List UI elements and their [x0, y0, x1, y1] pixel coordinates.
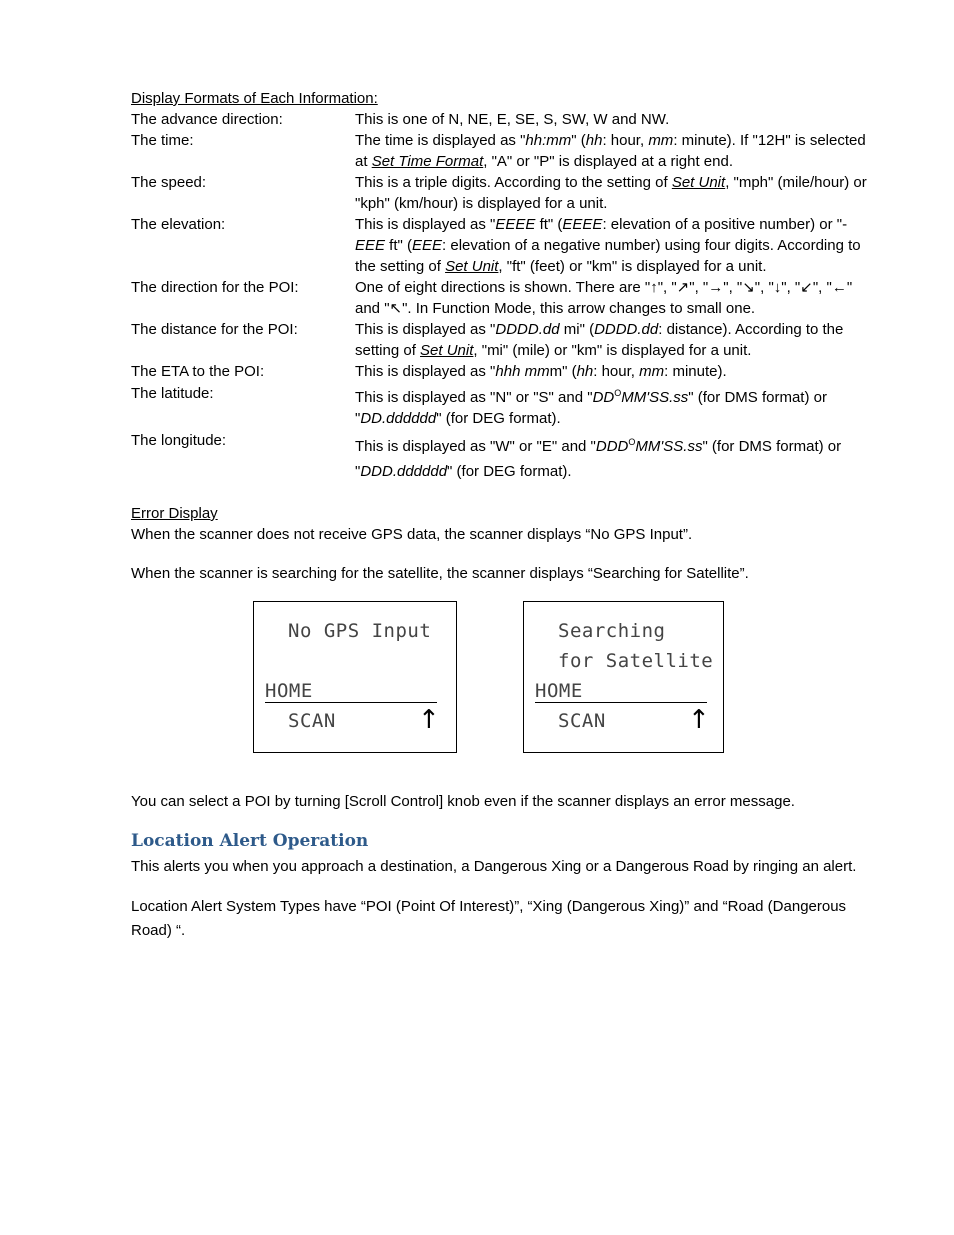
text-run: This is a triple digits. According to the setting of: [355, 174, 672, 191]
text-run: : elevation of a negative number) using four digits. According to the setting of: [355, 237, 861, 275]
lcd-divider: [535, 702, 707, 703]
formats-heading: Display Formats of Each Information:: [131, 90, 378, 107]
set-unit-link: Set Unit: [420, 342, 474, 359]
text-run: EEE: [412, 237, 443, 254]
text-run: " (: [571, 132, 586, 149]
row-description: [355, 172, 871, 214]
display-formats-table: [131, 109, 871, 484]
text-run: m" (: [549, 363, 577, 380]
text-run: EEE: [355, 237, 386, 254]
text-run: " (for DEG format).: [436, 410, 561, 427]
text-run: This is displayed as "W" or "E" and ": [355, 438, 596, 455]
text-run: " (for DEG format).: [447, 463, 572, 480]
lcd-examples: [131, 601, 871, 753]
text-run: : hour,: [602, 132, 649, 149]
row-label: The advance direction:: [131, 111, 283, 128]
row-time: [131, 130, 871, 172]
text-run: DDDD.dd: [594, 321, 659, 338]
lcd-line-home: HOME: [535, 680, 583, 702]
set-time-format-link: Set Time Format: [371, 153, 484, 170]
location-alert-paragraph-1: This alerts you when you approach a destination, a Dangerous Xing or a Dangerous Road by ringing an alert.: [131, 858, 857, 875]
text-run: , "mph" (mile/hour) or "kph" (km/hour) is displayed for a unit.: [355, 174, 867, 212]
row-description: [355, 319, 871, 361]
row-eta: [131, 361, 871, 382]
row-label: The longitude:: [131, 432, 227, 449]
text-run: MM'SS.ss: [621, 389, 689, 406]
row-description: [355, 214, 871, 277]
row-direction: [131, 277, 871, 319]
poi-note: You can select a POI by turning [Scroll Control] knob even if the scanner displays an error message.: [131, 793, 795, 810]
lcd-no-gps-input: [253, 601, 457, 753]
lcd-divider: [265, 702, 437, 703]
row-description: [355, 429, 871, 484]
error-paragraph-searching: When the scanner is searching for the satellite, the scanner displays “Searching for Satellite”.: [131, 565, 749, 582]
row-speed: [131, 172, 871, 214]
row-description: This is one of N, NE, E, SE, S, SW, W and NW.: [355, 111, 670, 128]
location-alert-heading: Location Alert Operation: [131, 831, 369, 851]
text-run: EEEE: [562, 216, 603, 233]
text-run: : minute).: [664, 363, 727, 380]
text-run: : distance). According to the setting of: [355, 321, 844, 359]
row-label: The elevation:: [131, 216, 226, 233]
text-run: hhh mm: [495, 363, 550, 380]
set-unit-link: Set Unit: [671, 174, 726, 191]
text-run: , "ft" (feet) or "km" is displayed for a unit.: [498, 258, 767, 275]
row-label: The ETA to the POI:: [131, 363, 265, 380]
text-run: , "A" or "P" is displayed at a right end.: [483, 153, 734, 170]
row-distance: [131, 319, 871, 361]
text-run: EEEE: [495, 216, 536, 233]
text-run: DDDD.dd: [495, 321, 560, 338]
text-run: " (for DMS format) or ": [355, 389, 827, 427]
text-run: hh: [576, 363, 594, 380]
lcd-line-2: for Satellite: [558, 650, 714, 672]
row-description: [355, 130, 871, 172]
row-latitude: [131, 382, 871, 429]
lcd-line-1: No GPS Input: [288, 620, 432, 642]
text-run: ft" (: [385, 237, 413, 254]
text-run: hh: [585, 132, 603, 149]
error-paragraph-no-gps: When the scanner does not receive GPS data, the scanner displays “No GPS Input”.: [131, 526, 693, 543]
row-description: [355, 382, 871, 429]
row-label: The latitude:: [131, 385, 214, 402]
text-run: The time is displayed as ": [355, 132, 526, 149]
text-run: mi" (: [559, 321, 595, 338]
text-run: DD: [592, 389, 615, 406]
text-run: mm: [639, 363, 665, 380]
row-label: The time:: [131, 132, 194, 149]
up-arrow-icon: ↑: [688, 705, 710, 735]
error-display-heading: Error Display: [131, 505, 218, 522]
text-run: , "mi" (mile) or "km" is displayed for a unit.: [473, 342, 752, 359]
row-longitude: [131, 429, 871, 484]
text-run: DD.dddddd: [360, 410, 437, 427]
row-label: The direction for the POI:: [131, 279, 299, 296]
row-label: The distance for the POI:: [131, 321, 298, 338]
location-alert-paragraph-2: Location Alert System Types have “POI (Point Of Interest)”, “Xing (Dangerous Xing)” and “Road (Dangerous Road) “.: [131, 898, 847, 939]
row-description: One of eight directions is shown. There are "↑", "↗", "→", "↘", "↓", "↙", "←" and "↖". In Function Mode, this arrow changes to small one.: [355, 279, 853, 317]
document-page: [131, 88, 871, 943]
text-run: mm: [648, 132, 674, 149]
set-unit-link: Set Unit: [445, 258, 499, 275]
lcd-line-home: HOME: [265, 680, 313, 702]
text-run: hh:mm: [525, 132, 572, 149]
row-description: [355, 361, 871, 382]
row-advance-direction: [131, 109, 871, 130]
lcd-line-scan: SCAN: [558, 710, 606, 732]
degree-mark: O: [628, 437, 636, 447]
up-arrow-icon: ↑: [418, 705, 440, 735]
row-label: The speed:: [131, 174, 207, 191]
degree-mark: O: [614, 388, 622, 398]
text-run: DDD: [595, 438, 629, 455]
text-run: : elevation of a positive number) or "-: [602, 216, 848, 233]
lcd-searching-satellite: [523, 601, 724, 753]
text-run: This is displayed as ": [355, 216, 496, 233]
lcd-line-1: Searching: [558, 620, 666, 642]
text-run: : hour,: [593, 363, 640, 380]
text-run: This is displayed as ": [355, 363, 496, 380]
text-run: : minute). If "12H" is selected at: [355, 132, 866, 170]
text-run: DDD.dddddd: [360, 463, 448, 480]
text-run: MM'SS.ss: [635, 438, 703, 455]
text-run: ft" (: [535, 216, 563, 233]
lcd-line-scan: SCAN: [288, 710, 336, 732]
text-run: This is displayed as "N" or "S" and ": [355, 389, 593, 406]
row-elevation: [131, 214, 871, 277]
text-run: " (for DMS format) or ": [355, 438, 842, 480]
text-run: This is displayed as ": [355, 321, 496, 338]
